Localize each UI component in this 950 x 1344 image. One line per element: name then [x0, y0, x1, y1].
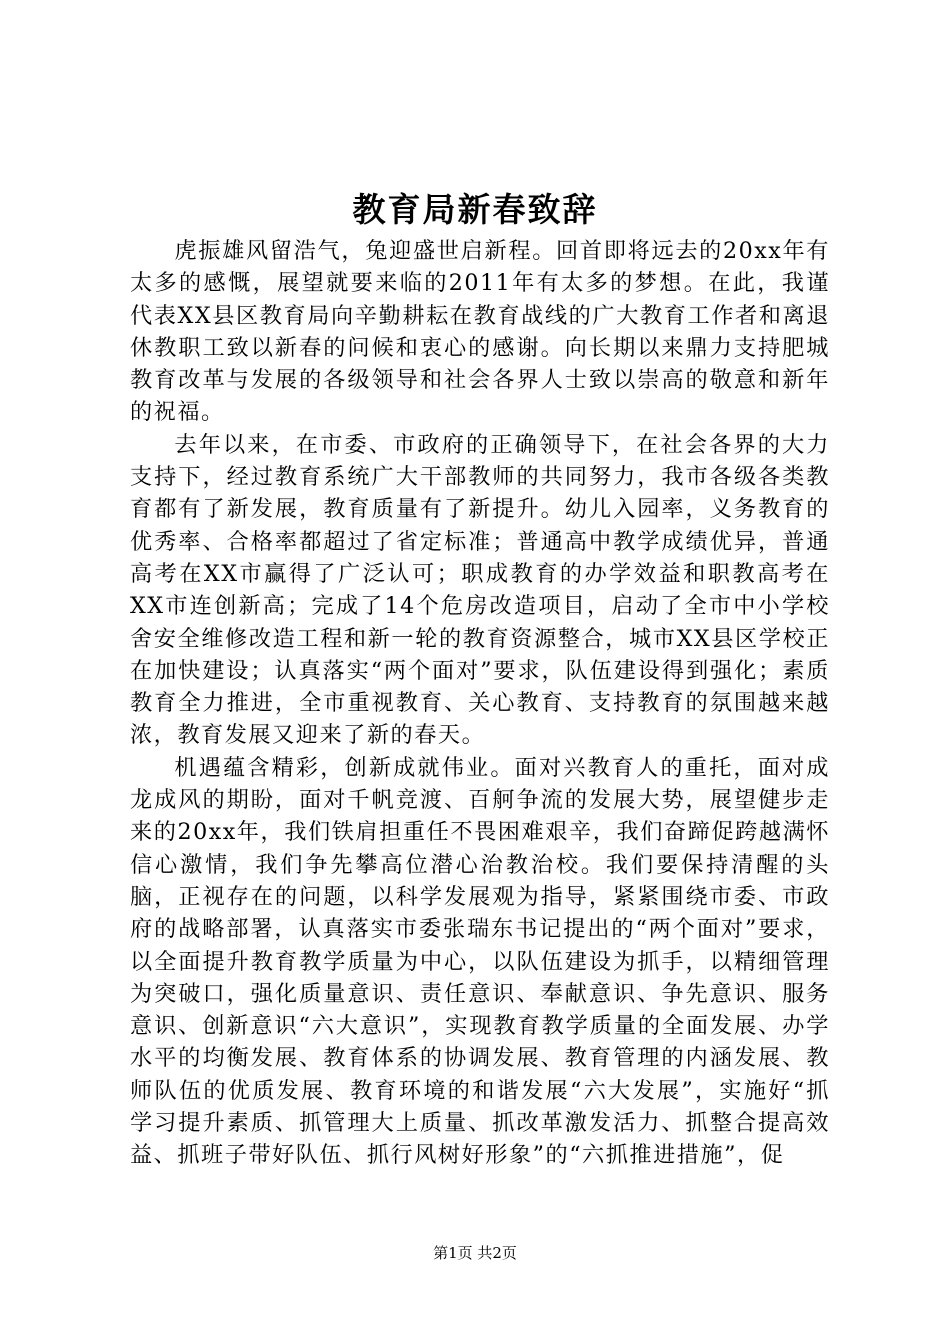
document-title: 教育局新春致辞 — [352, 190, 598, 229]
page-number-footer: 第1页 共2页 — [433, 1244, 517, 1262]
paragraph-3: 机遇蕴含精彩，创新成就伟业。面对兴教育人的重托，面对成龙成风的期盼，面对千帆竞渡、百舸争流的发展大势，展望健步走来的20xx年，我们铁肩担重任不畏困难艰辛，我们奋蹄促跨越满怀信心激情，我们争先攀高位潜心治教治校。我们要保持清醒的头脑，正视存在的问题，以科学发展观为指导，紧紧围绕市委、市政府的战略部署，认真落实市委张瑞东书记提出的“两个面对”要求，以全面提升教育教学质量为中心，以队伍建设为抓手，以精细管理为突破口，强化质量意识、责任意识、奉献意识、争先意识、服务意识、创新意识“六大意识”，实现教育教学质量的全面发展、办学水平的均衡发展、教育体系的协调发展、教育管理的内涵发展、教师队伍的优质发展、教育环境的和谐发展“六大发展”，实施好“抓学习提升素质、抓管理大上质量、抓改革激发活力、抓整合提高效益、抓班子带好队伍、抓行风树好形象”的“六抓推进措施”，促 — [130, 754, 830, 1169]
document-body — [130, 235, 830, 1172]
paragraph-2: 去年以来，在市委、市政府的正确领导下，在社会各界的大力支持下，经过教育系统广大干部教师的共同努力，我市各级各类教育都有了新发展，教育质量有了新提升。幼儿入园率，义务教育的优秀率、合格率都超过了省定标准；普通高中教学成绩优异，普通高考在XX市赢得了广泛认可；职成教育的办学效益和职教高考在XX市连创新高；完成了14个危房改造项目，启动了全市中小学校舍安全维修改造工程和新一轮的教育资源整合，城市XX县区学校正在加快建设；认真落实“两个面对”要求，队伍建设得到强化；素质教育全力推进，全市重视教育、关心教育、支持教育的氛围越来越浓，教育发展又迎来了新的春天。 — [130, 431, 830, 749]
paragraph-1: 虎振雄风留浩气，兔迎盛世启新程。回首即将远去的20xx年有太多的感慨，展望就要来临的2011年有太多的梦想。在此，我谨代表XX县区教育局向辛勤耕耘在教育战线的广大教育工作者和离退休教职工致以新春的问候和衷心的感谢。向长期以来鼎力支持肥城教育改革与发展的各级领导和社会各界人士致以崇高的敬意和新年的祝福。 — [130, 238, 830, 426]
